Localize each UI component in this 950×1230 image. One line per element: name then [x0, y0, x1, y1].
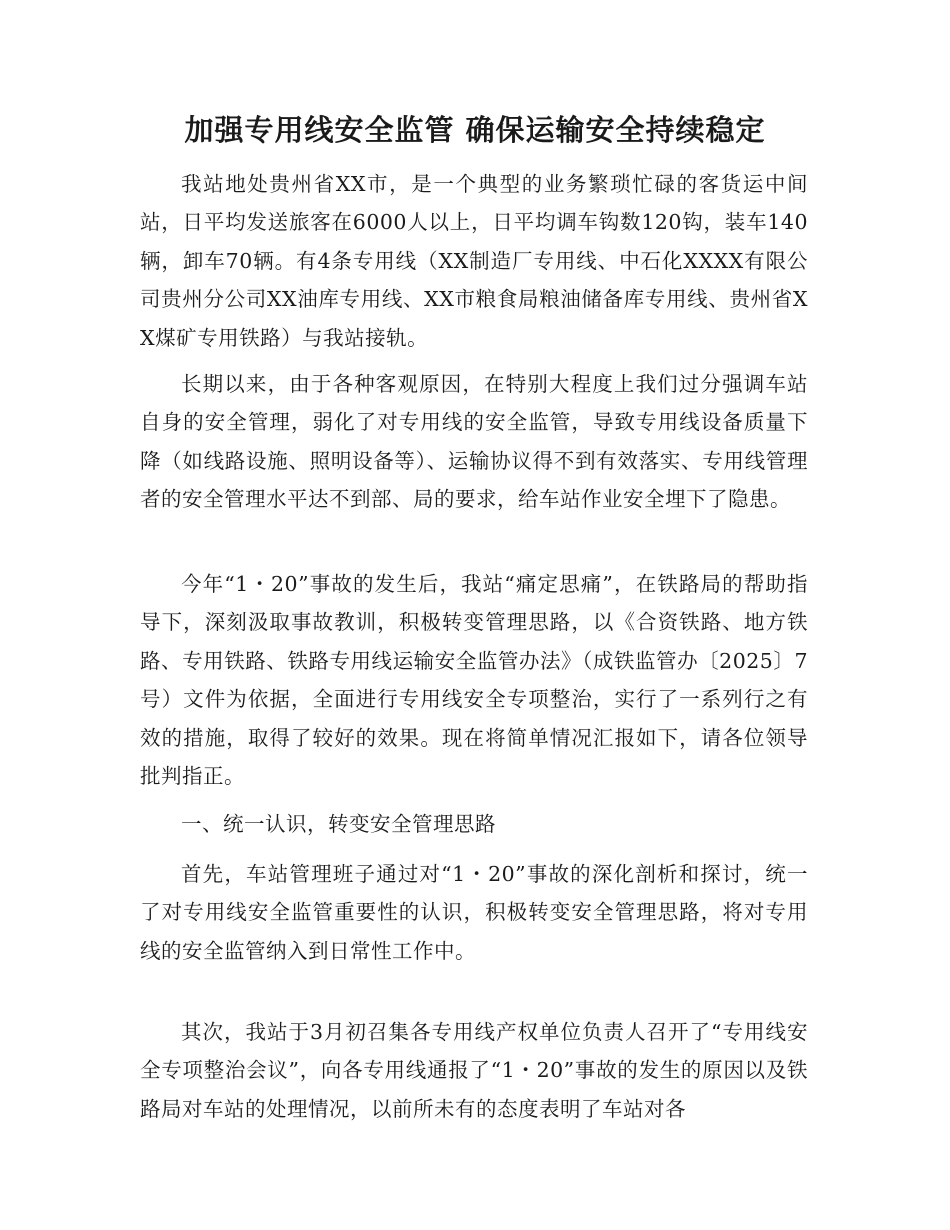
paragraph-rectification-measures: 今年“1・20”事故的发生后，我站“痛定思痛”，在铁路局的帮助指导下，深刻汲取事故教训，积极转变管理思路，以《合资铁路、地方铁路、专用铁路、铁路专用线运输安全监管办法》（成铁监管办〔2025〕7号）文件为依据，全面进行专用线安全专项整治，实行了一系列行之有效的措施，取得了较好的效果。现在将简单情况汇报如下，请各位领导批判指正。: [140, 572, 808, 789]
paragraph-second-step: 其次，我站于3月初召集各专用线产权单位负责人召开了“专用线安全专项整治会议”，向各专用线通报了“1・20”事故的发生的原因以及铁路局对车站的处理情况，以前所未有的态度表明了车站对各: [140, 1020, 808, 1121]
document-title: 加强专用线安全监管 确保运输安全持续稳定: [184, 113, 766, 147]
paragraph-problem-background: 长期以来，由于各种客观原因，在特别大程度上我们过分强调车站自身的安全管理，弱化了对专用线的安全监管，导致专用线设备质量下降（如线路设施、照明设备等）、运输协议得不到有效落实、专用线管理者的安全管理水平达不到部、局的要求，给车站作业安全埋下了隐患。: [140, 372, 808, 512]
paragraph-first-step: 首先，车站管理班子通过对“1・20”事故的深化剖析和探讨，统一了对专用线安全监管重要性的认识，积极转变安全管理思路，将对专用线的安全监管纳入到日常性工作中。: [140, 862, 808, 963]
section-heading: 一、统一认识，转变安全管理思路: [181, 812, 496, 836]
paragraph-station-overview: 我站地处贵州省XX市，是一个典型的业务繁琐忙碌的客货运中间站，日平均发送旅客在6000人以上，日平均调车钩数120钩，装车140辆，卸车70辆。有4条专用线（XX制造厂专用线、中石化XXXX有限公司贵州分公司XX油库专用线、XX市粮食局粮油储备库专用线、贵州省XX煤矿专用铁路）与我站接轨。: [140, 172, 808, 350]
